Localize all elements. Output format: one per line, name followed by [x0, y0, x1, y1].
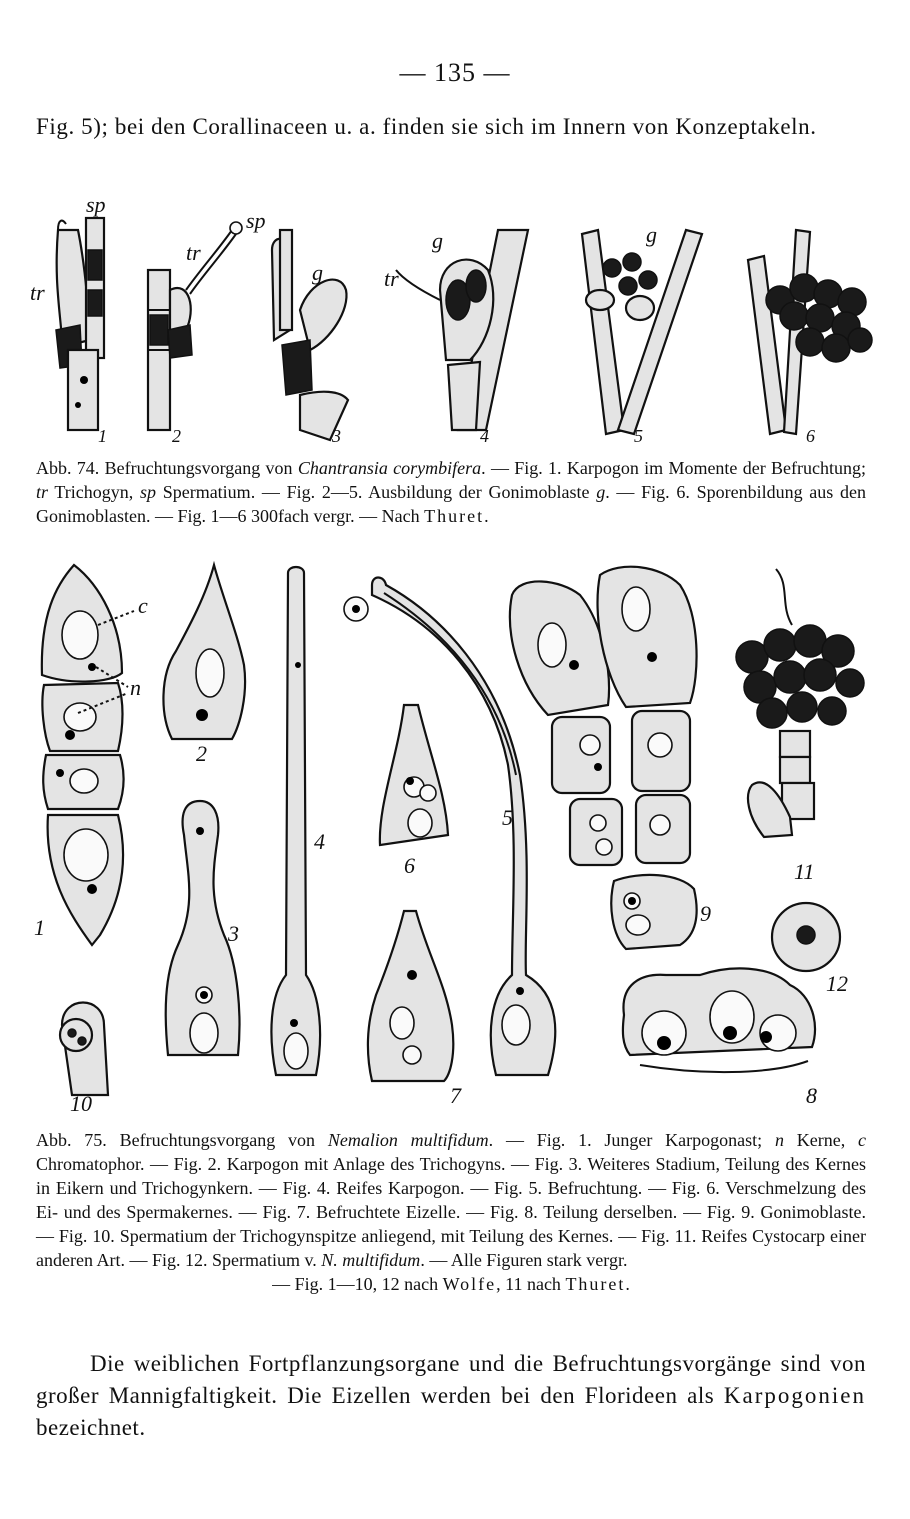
- fig75-number-4: 4: [314, 829, 325, 854]
- fig75-number-7: 7: [450, 1083, 461, 1108]
- fig75-number-11: 11: [794, 859, 815, 884]
- fig74-number-3: 3: [332, 426, 341, 446]
- fig75-8-drawing: [623, 968, 815, 1072]
- label-sp-2: sp: [246, 208, 266, 233]
- label-g-5: g: [646, 222, 657, 247]
- fig75-4-drawing: [271, 567, 320, 1075]
- fig75-1-drawing: [42, 565, 124, 945]
- fig74-number-5: 5: [634, 426, 643, 446]
- fig74-1-drawing: [56, 218, 104, 430]
- fig75-number-8: 8: [806, 1083, 817, 1108]
- page-number: — 135 —: [399, 58, 511, 87]
- fig74-number-4: 4: [480, 426, 489, 446]
- term-karpogonien: Karpogonien: [723, 1383, 866, 1408]
- spore-cluster: [766, 274, 872, 362]
- intro-paragraph: Fig. 5); bei den Corallinaceen u. a. finden sie sich im Innern von Konzeptakeln.: [36, 114, 817, 139]
- fig75-number-3: 3: [228, 921, 239, 946]
- figure-75-illustration: [0, 555, 910, 1115]
- label-sp-1: sp: [86, 192, 106, 217]
- label-tr-4: tr: [384, 266, 399, 291]
- fig75-10-drawing: [60, 1003, 108, 1096]
- fig74-6-drawing: [748, 230, 872, 434]
- label-tr-2: tr: [186, 240, 201, 265]
- label-tr-1: tr: [30, 280, 45, 305]
- fig75-number-6: 6: [404, 853, 415, 878]
- fig75-number-2: 2: [196, 741, 207, 766]
- fig75-7-drawing: [368, 911, 453, 1081]
- fig75-number-12: 12: [826, 971, 848, 996]
- label-c: c: [138, 593, 148, 618]
- fig75-number-1: 1: [34, 915, 45, 940]
- fig75-12-drawing: [772, 903, 840, 971]
- label-g-4: g: [432, 228, 443, 253]
- figure-75-caption: Abb. 75. Befruchtungsvorgang von Nemalion multifidum. — Fig. 1. Junger Karpogonast; n Kerne, c Chromatophor. — Fig. 2. Karpogon mit Anlage des Trichogyns. — Fig. 3. Weiteres Stadium, Teilung des Kernes in Eikern und Trichogynkern. — Fig. 4. Reifes Karpogon. — Fig. 5. Befruchtung. — Fig. 6. Verschmelzung des Ei- und des Spermakernes. — Fig. 7. Befruchtete Eizelle. — Fig. 8. Teilung derselben. — Fig. 9. Gonimoblaste. — Fig. 10. Spermatium der Trichogynspitze anliegend, mit Teilung des Kernes. — Fig. 11. Reifes Cystocarp einer anderen Art. — Fig. 12. Spermatium v. N. multifidum. — Alle Figuren stark vergr. — Fig. 1—10, 12 nach Wolfe, 11 nach Thuret.: [36, 1130, 867, 1294]
- fig74-5-drawing: [582, 230, 702, 434]
- fig75-number-10: 10: [70, 1091, 92, 1116]
- figure-74-illustration: [0, 190, 910, 456]
- fig75-number-5: 5: [502, 805, 513, 830]
- fig75-6-drawing: [380, 705, 448, 845]
- fig75-2-drawing: [163, 565, 245, 739]
- fig74-number-6: 6: [806, 426, 815, 446]
- figure-75-caption-credit: — Fig. 1—10, 12 nach Wolfe, 11 nach Thuret.: [272, 1274, 630, 1294]
- fig75-9-drawing: [510, 567, 697, 949]
- fig75-number-9: 9: [700, 901, 711, 926]
- fig75-11-drawing: [736, 569, 864, 837]
- fig74-number-1: 1: [98, 426, 107, 446]
- fig74-number-2: 2: [172, 426, 181, 446]
- fig74-4-drawing: [396, 230, 528, 430]
- label-n: n: [130, 675, 141, 700]
- figure-74-caption: Abb. 74. Befruchtungsvorgang von Chantransia corymbifera. — Fig. 1. Karpogon im Momente der Befruchtung; tr Trichogyn, sp Spermatium. — Fig. 2—5. Ausbildung der Gonimoblaste g. — Fig. 6. Sporenbildung aus den Gonimoblasten. — Fig. 1—6 300fach vergr. — Nach Thuret.: [36, 458, 866, 526]
- body-paragraph: Die weiblichen Fortpflanzungsorgane und die Befruchtungsvorgänge sind von großer Mannigfaltigkeit. Die Eizellen werden bei den Florideen als Karpogonien bezeichnet.: [36, 1351, 866, 1440]
- fig74-3-drawing: [272, 230, 348, 440]
- label-g-3: g: [312, 260, 323, 285]
